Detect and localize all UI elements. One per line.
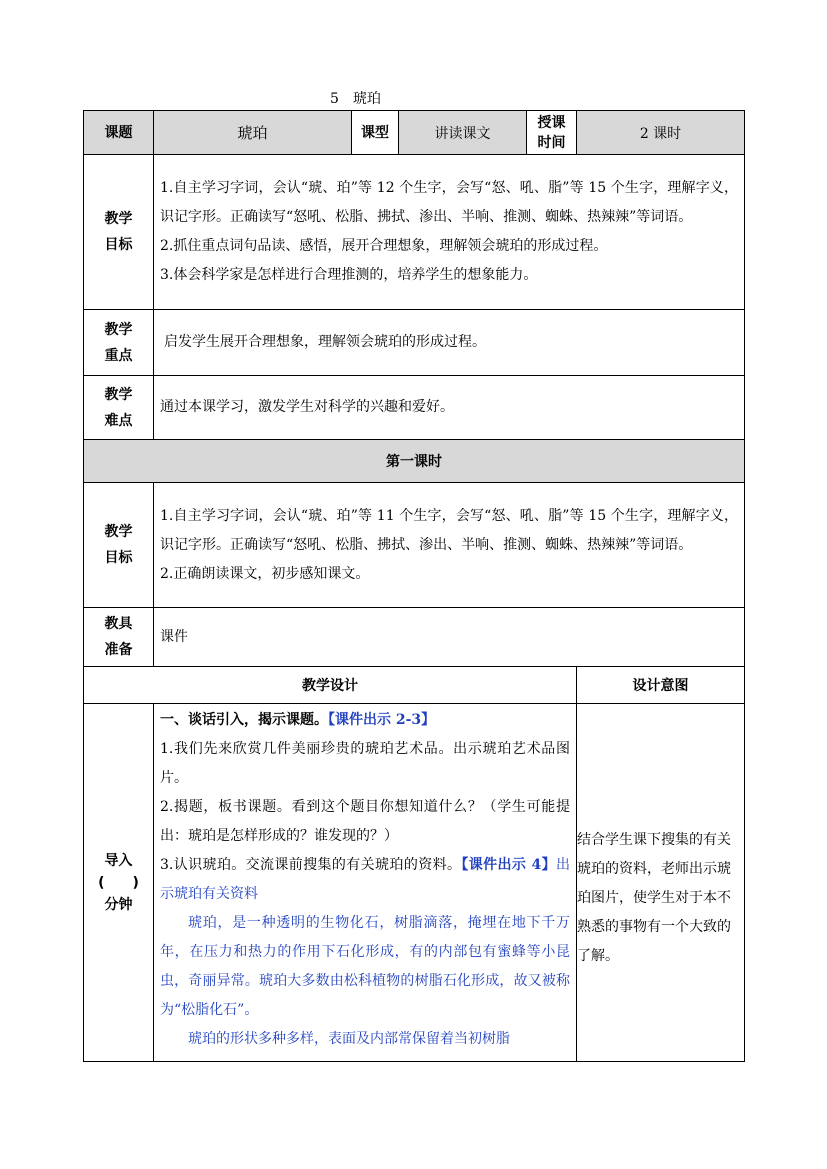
type-label: 课型: [352, 111, 399, 155]
focus-label-line2: 重点: [104, 347, 133, 364]
design-paragraph: 1.我们先来欣赏几件美丽珍贵的琥珀艺术品。出示琥珀艺术品图片。: [160, 741, 570, 786]
design-p3-tag: 【课件出示 4】: [461, 857, 556, 873]
design-paragraph: [160, 851, 570, 909]
goal-item: 2.抓住重点词句品读、感悟，展开合理想象，理解领会琥珀的形成过程。: [160, 238, 608, 254]
tools-label-line1: 教具: [104, 616, 133, 632]
focus-text: 启发学生展开合理想象，理解领会琥珀的形成过程。: [164, 334, 486, 350]
time-label-line2: 时间: [537, 134, 566, 151]
stage-label-line2: ( ): [98, 874, 139, 891]
design-header-row: [84, 667, 745, 704]
quote-paragraph: 琥珀，是一种透明的生物化石，树脂滴落，掩埋在地下千万年，在压力和热力的作用下石化形成，有的内部包有蜜蜂等小昆虫，奇丽异常。琥珀大多数由松科植物的树脂石化形成，故又被称为“松脂化石”。: [160, 915, 570, 1018]
difficulty-label: [84, 376, 154, 440]
quote-paragraph: 琥珀的形状多种多样，表面及内部常保留着当初树脂: [188, 1031, 510, 1047]
lesson1-heading: 第一课时: [84, 440, 745, 483]
goals-row: [84, 155, 745, 310]
design-p3-tail: 出示琥珀有关资料: [160, 857, 570, 902]
tools-row: [84, 608, 745, 667]
intent-content: [577, 704, 745, 1062]
section-tag: 【课件出示 2-3】: [328, 712, 436, 728]
lesson1-goals-label-line1: 教学: [104, 524, 133, 540]
design-paragraph: 2.揭题，板书课题。看到这个题目你想知道什么？（学生可能提出：琥珀是怎样形成的？谁发现的？）: [160, 799, 570, 844]
section-title: 一、谈话引入，揭示课题。: [160, 712, 328, 728]
lesson1-goals-label: [84, 483, 154, 608]
time-value: 2 课时: [577, 111, 745, 155]
lesson-title: [330, 88, 381, 108]
difficulty-label-line2: 难点: [104, 412, 133, 429]
difficulty-content: [154, 376, 745, 440]
lesson1-goals-content: [154, 483, 745, 608]
type-value: 讲读课文: [399, 111, 527, 155]
goals-label: [84, 155, 154, 310]
lesson1-goal-item: 2.正确朗读课文，初步感知课文。: [160, 565, 370, 582]
goals-label-line1: 教学: [104, 211, 133, 227]
design-content: [154, 704, 577, 1062]
goal-item: 3.体会科学家是怎样进行合理推测的，培养学生的想象能力。: [160, 267, 538, 283]
lesson-plan-table: [83, 110, 745, 1062]
stage-label-line1: 导入: [104, 852, 133, 869]
tools-label-line2: 准备: [104, 642, 133, 658]
section-heading: [160, 706, 570, 735]
lesson1-goals-row: [84, 483, 745, 608]
tools-content: [154, 608, 745, 667]
stage-label-line3: 分钟: [104, 896, 133, 913]
time-label-line1: 授课: [537, 114, 566, 131]
goals-label-line2: 目标: [104, 237, 133, 253]
goals-content: [154, 155, 745, 310]
difficulty-label-line1: 教学: [104, 386, 133, 403]
design-p3-text: 3.认识琥珀。交流课前搜集的有关琥珀的资料。: [160, 857, 462, 873]
tools-value: 课件: [160, 628, 188, 645]
stage-label: [84, 704, 154, 1062]
focus-label: [84, 310, 154, 376]
design-content-row: [84, 704, 745, 1062]
lesson-title-text: 琥珀: [352, 91, 381, 107]
time-label: [527, 111, 577, 155]
lesson1-goal-item: 1.自主学习字词，会认“琥、珀”等 11 个生字，会写“怒、吼、脂”等 15 个生字，理解字义，识记字形。正确读写“怒吼、松脂、拂拭、渗出、半响、推测、蜘蛛、热辣辣”等词语。: [160, 507, 739, 553]
lesson1-heading-row: [84, 440, 745, 483]
goal-item: 1.自主学习字词，会认“琥、珀”等 12 个生字，会写“怒、吼、脂”等 15 个生字，理解字义，识记字形。正确读写“怒吼、松脂、拂拭、渗出、半响、推测、蜘蛛、热辣辣”等词语。: [160, 180, 739, 225]
lesson1-goals-label-line2: 目标: [104, 550, 133, 566]
lesson-number: 5: [330, 91, 339, 107]
topic-label: 课题: [84, 111, 154, 155]
focus-row: [84, 310, 745, 376]
topic-value: 琥珀: [154, 111, 352, 155]
focus-label-line1: 教学: [104, 321, 133, 338]
intent-text: 结合学生课下搜集的有关琥珀的资料，老师出示琥珀图片，使学生对于本不熟悉的事物有一个大致的了解。: [577, 832, 731, 964]
tools-label: [84, 608, 154, 667]
header-row: [84, 111, 745, 155]
design-column-header: 教学设计: [84, 667, 577, 704]
difficulty-row: [84, 376, 745, 440]
intent-column-header: 设计意图: [577, 667, 745, 704]
difficulty-text: 通过本课学习，激发学生对科学的兴趣和爱好。: [160, 399, 454, 415]
focus-content: [154, 310, 745, 376]
